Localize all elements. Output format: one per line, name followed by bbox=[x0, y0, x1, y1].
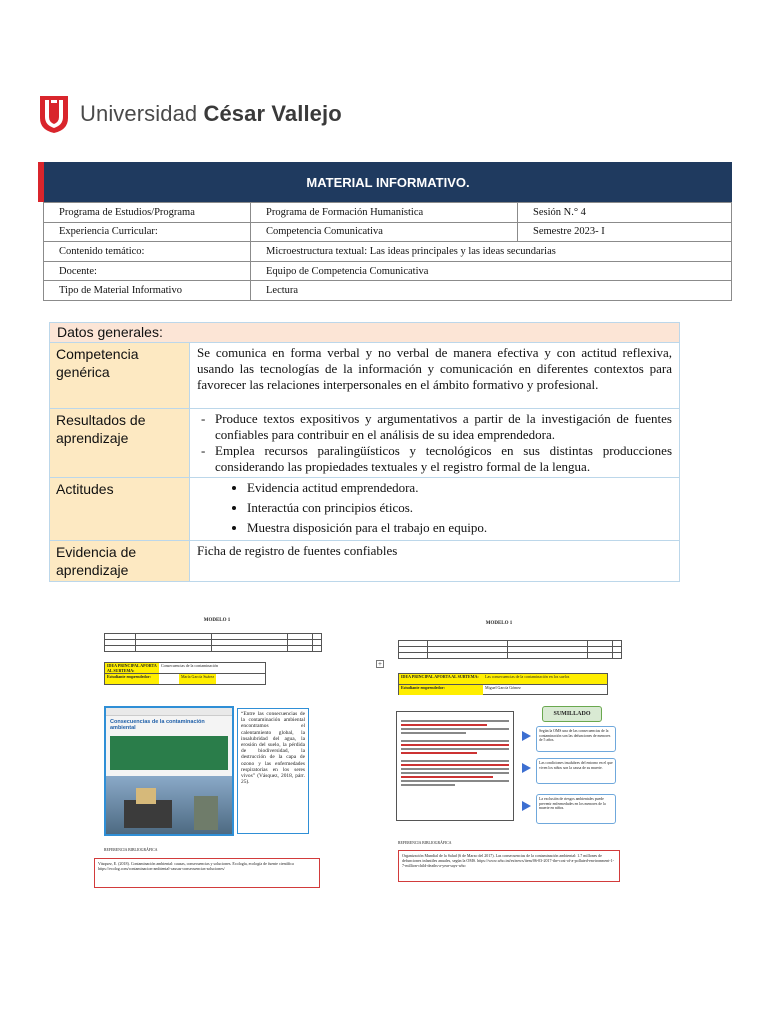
note-box: Según la OMS una de las consecuencias de la contaminación son las defunciones de menores de 5 años. bbox=[536, 726, 616, 752]
evidencia-text: Ficha de registro de fuentes confiables bbox=[190, 541, 680, 582]
info-value: Competencia Comunicativa bbox=[251, 222, 518, 242]
student-value: María García Suárez bbox=[179, 674, 216, 684]
model-left-title: MODELO 1 bbox=[203, 618, 231, 623]
info-row bbox=[44, 203, 732, 223]
competencia-label: Competencia genérica bbox=[50, 343, 190, 409]
move-handle-icon[interactable]: + bbox=[376, 660, 384, 668]
info-label: Contenido temático: bbox=[44, 242, 251, 262]
sumillado-badge: SUMILLADO bbox=[542, 706, 602, 722]
idea-value: Las consecuencias de la contaminación en los suelos bbox=[483, 674, 607, 684]
article-title: Consecuencias de la contaminación ambiental bbox=[110, 719, 205, 731]
university-name: Universidad César Vallejo bbox=[80, 101, 342, 126]
resultados-label: Resultados de aprendizaje bbox=[50, 409, 190, 478]
actitud-item: • Evidencia actitud emprendedora. bbox=[247, 478, 672, 498]
info-value: Equipo de Competencia Comunicativa bbox=[251, 261, 732, 281]
student-value: Miguel García Gómez bbox=[485, 685, 521, 690]
note-box: La exclusión de riesgos ambientales puede prevenir enfermedades en los menores de la muerte en niños. bbox=[536, 794, 616, 824]
info-value: Programa de Formación Humanística bbox=[251, 203, 518, 223]
info-row bbox=[44, 281, 732, 301]
model-right-mini-table bbox=[398, 640, 622, 659]
info-label: Tipo de Material Informativo bbox=[44, 281, 251, 301]
ucv-shield-icon bbox=[38, 94, 70, 134]
course-info-table bbox=[43, 202, 732, 301]
idea-value: Consecuencias de la contaminación bbox=[161, 663, 218, 668]
info-value: Microestructura textual: Las ideas principales y las ideas secundarias bbox=[251, 242, 732, 262]
model-right-title: MODELO 1 bbox=[485, 621, 513, 626]
info-extra: Semestre 2023- I bbox=[518, 222, 732, 242]
resultados-list bbox=[190, 409, 680, 478]
resultado-item: - Emplea recursos paralingüísticos y tecnológicos en sus distintas producciones considerando las propiedades textuales y el registro formal de la lengua. bbox=[207, 443, 672, 475]
arrow-right-icon bbox=[522, 801, 531, 811]
reference-box: Vásquez, E. (2018). Contaminación ambiental: causas, consecuencias y soluciones. Ecología, ecología de fuente científica https://ecolog.com/contaminacion-ambiental-causas-consecuencias-soluciones/ bbox=[94, 858, 320, 888]
model-left-idea-box bbox=[104, 662, 266, 685]
info-value: Lectura bbox=[251, 281, 732, 301]
competencia-text: Se comunica en forma verbal y no verbal de manera efectiva y con actitud reflexiva, usando las tecnologías de la información y comunicación en diferentes contextos para favorecer las relaciones interpersonales en el ámbito formativo y profesional. bbox=[190, 343, 680, 409]
page-title-banner bbox=[38, 162, 732, 202]
student-label: Estudiante emprendedor: bbox=[399, 685, 483, 695]
info-label: Programa de Estudios/Programa bbox=[44, 203, 251, 223]
model-left bbox=[98, 618, 330, 893]
university-logo bbox=[38, 93, 342, 135]
actitudes-label: Actitudes bbox=[50, 478, 190, 541]
evidencia-label: Evidencia de aprendizaje bbox=[50, 541, 190, 582]
info-row bbox=[44, 222, 732, 242]
model-right bbox=[374, 618, 624, 888]
student-label: Estudiante emprendedor: bbox=[105, 674, 159, 684]
model-left-mini-table bbox=[104, 633, 322, 652]
article-screenshot bbox=[104, 706, 234, 836]
info-row bbox=[44, 242, 732, 262]
general-data-table bbox=[49, 322, 680, 582]
note-box: Las condiciones insalubres del entorno en el que viven los niños son la causa de su muerte. bbox=[536, 758, 616, 784]
actitudes-list bbox=[190, 478, 680, 541]
arrow-right-icon bbox=[522, 763, 531, 773]
actitud-item: • Muestra disposición para el trabajo en equipo. bbox=[247, 518, 672, 538]
arrow-right-icon bbox=[522, 731, 531, 741]
actitud-item: • Interactúa con principios éticos. bbox=[247, 498, 672, 518]
resultado-item: - Produce textos expositivos y argumentativos a partir de la investigación de fuentes confiables para contribuir en el análisis de su idea emprendedora. bbox=[207, 411, 672, 443]
info-extra: Sesión N.° 4 bbox=[518, 203, 732, 223]
idea-label: IDEA PRINCIPAL APORTA AL SUBTEMA: bbox=[399, 674, 483, 684]
quote-box: “Entre las consecuencias de la contaminación ambiental encontramos el calentamiento global, la insalubridad del agua, la erosión del suelo, la pérdida de biodiversidad, la destrucción de la capa de ozono y las enfermedades respiratorias en los seres vivos” (Vásquez, 2018, párr. 25). bbox=[237, 708, 309, 834]
model-right-idea-box bbox=[398, 673, 608, 695]
info-label: Docente: bbox=[44, 261, 251, 281]
general-data-header: Datos generales: bbox=[50, 323, 680, 343]
source-text-box bbox=[396, 711, 514, 821]
page-title: MATERIAL INFORMATIVO. bbox=[306, 174, 470, 190]
ref-label: REFERENCIA BIBLIOGRÁFICA bbox=[104, 848, 158, 852]
reference-box: Organización Mundial de la Salud (6 de Marzo del 2017). Las consecuencias de la contaminación ambiental: 1.7 millones de defunciones infantiles anuales, según la OMS. https://www.who.int/es/news/item/06-03-2017-the-cost-of-a-polluted-environment-1-7-million-child-deaths-a-year-says-who bbox=[398, 850, 620, 882]
info-row bbox=[44, 261, 732, 281]
info-label: Experiencia Curricular: bbox=[44, 222, 251, 242]
ref-label: REFERENCIA BIBLIOGRÁFICA bbox=[398, 841, 452, 845]
idea-label: IDEA PRINCIPAL APORTA AL SUBTEMA: bbox=[105, 663, 159, 673]
